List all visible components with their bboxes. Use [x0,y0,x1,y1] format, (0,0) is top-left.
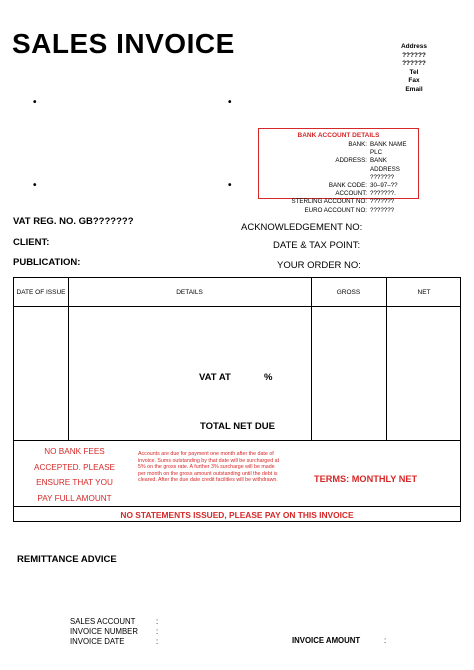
bank-row [260,198,418,206]
bank-row [260,157,418,173]
remittance-separator: : [156,637,159,646]
bank-row [260,190,418,198]
remittance-separator: : [156,617,159,626]
remittance-row [70,627,158,636]
bank-row-label: STERLING ACCOUNT NO: [291,198,367,206]
column-header-date: DATE OF ISSUE [16,288,66,296]
remittance-row [70,637,158,646]
vat-reg-label: VAT REG. NO. GB??????? [13,216,134,227]
bank-details-box [258,128,419,214]
bank-row-label: ADDRESS: [335,157,367,165]
publication-label: PUBLICATION: [13,257,81,268]
contact-address: Address [400,43,427,50]
bank-row-value: ???????. [370,190,396,198]
page-title: SALES INVOICE [12,28,235,59]
header-divider [14,306,460,307]
bank-details-rows [260,141,418,215]
no-statements-notice: NO STATEMENTS ISSUED, PLEASE PAY ON THIS INVOICE [120,510,354,520]
bank-row [260,182,418,190]
bank-row [260,207,418,215]
bank-row-label: ACCOUNT: [335,190,367,198]
vat-percent-sign: % [264,372,273,383]
bullet-mark: • [33,97,37,108]
remittance-row [70,617,158,626]
bullet-mark: • [228,180,232,191]
bank-row-value: BANK NAME PLC [370,141,407,157]
remittance-label: SALES ACCOUNT [70,617,136,626]
bank-row-value: 30–97–?? [370,182,398,190]
bullet-mark: • [33,180,37,191]
column-header-gross: GROSS [336,288,361,296]
payment-terms-text: Accounts are due for payment one month after the date of invoice. Sums outstanding by that date will be surcharged at 5% on the gross rate. A further 3% surcharge will be made per month on the gross amount outstanding until the debt is cleared. After the due date credit facilities will be withdrawn. [138,451,280,484]
bank-row-value: BANK ADDRESS [370,157,400,173]
bank-row-value: ??????? [370,198,395,206]
footer-divider [14,506,460,507]
invoice-amount-separator: : [384,636,387,645]
notice-line: NO BANK FEES [44,447,105,456]
contact-address-line: ?????? [402,51,426,59]
date-tax-point-label: DATE & TAX POINT: [273,240,361,251]
remittance-title: REMITTANCE ADVICE [17,554,117,565]
remittance-label: INVOICE DATE [70,637,125,646]
company-contact [392,43,436,95]
body-divider [14,440,460,441]
bank-row-value: ??????? [370,173,395,181]
contact-fax: Fax [408,77,420,85]
bank-details-title: BANK ACCOUNT DETAILS [297,132,380,139]
notice-line: PAY FULL AMOUNT [37,493,112,503]
column-header-details: DETAILS [176,288,203,296]
bank-row-label: BANK CODE: [328,182,367,190]
bank-row-label: BANK: [348,141,367,148]
vat-at-label: VAT AT [199,372,231,383]
contact-email: Email [405,85,423,93]
contact-tel: Tel [409,68,419,76]
invoice-amount-label: INVOICE AMOUNT [292,636,361,645]
bank-row-value: ??????? [370,206,395,214]
bank-row-label: EURO ACCOUNT NO: [304,206,367,214]
notice-line: ENSURE THAT YOU [36,478,113,487]
remittance-label: INVOICE NUMBER [70,627,139,636]
order-number-label: YOUR ORDER NO: [277,260,361,271]
notice-line: ACCEPTED. PLEASE [34,462,115,472]
remittance-separator: : [156,627,159,636]
contact-address-line: ?????? [402,60,426,68]
total-net-due-label: TOTAL NET DUE [200,421,275,432]
client-label: CLIENT: [13,237,50,248]
no-bank-fees-notice [14,444,135,506]
invoice-table [13,277,461,522]
bank-row [260,141,418,157]
acknowledgement-label: ACKNOWLEDGEMENT NO: [241,222,363,233]
bullet-mark: • [228,97,232,108]
bank-row [260,174,418,182]
bank-row-label [260,174,370,182]
column-header-net: NET [417,288,431,296]
terms-label: TERMS: MONTHLY NET [314,474,418,484]
